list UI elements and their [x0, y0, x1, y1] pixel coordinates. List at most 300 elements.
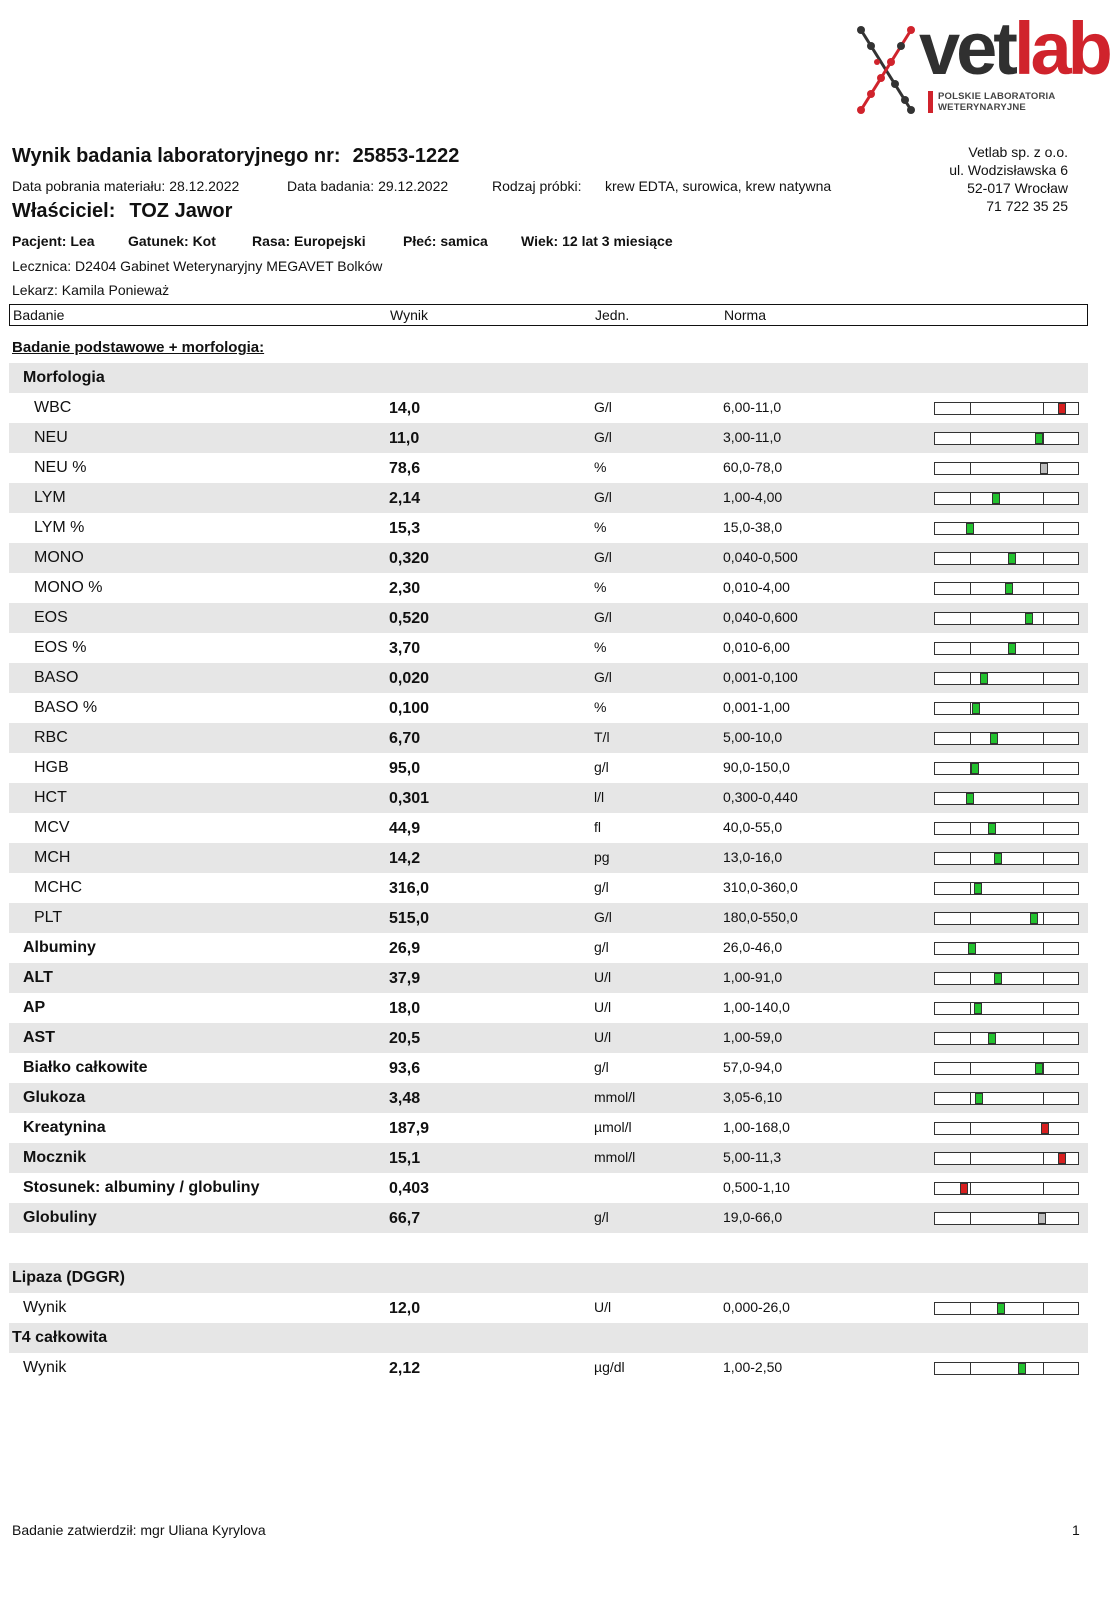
test-name: Glukoza [23, 1089, 86, 1106]
test-name: BASO [34, 669, 79, 686]
col-test: Badanie [13, 307, 65, 323]
test-norm: 1,00-2,50 [723, 1359, 783, 1375]
company-name: Vetlab sp. z o.o. [968, 144, 1068, 160]
test-name: HGB [34, 759, 69, 776]
test-unit: g/l [594, 1209, 609, 1225]
test-name: Lipaza (DGGR) [12, 1269, 125, 1286]
range-gauge [934, 1122, 1079, 1135]
test-name: LYM % [34, 519, 85, 536]
test-norm: 0,500-1,10 [723, 1179, 790, 1195]
gauge-high-tick [1043, 1003, 1044, 1014]
table-row [9, 723, 1088, 753]
test-unit: fl [594, 819, 601, 835]
test-norm: 5,00-11,3 [723, 1149, 782, 1165]
test-norm: 40,0-55,0 [723, 819, 783, 835]
gauge-low-tick [970, 853, 971, 864]
test-unit: G/l [594, 489, 612, 505]
gauge-marker [1025, 613, 1033, 624]
test-name: T4 całkowita [12, 1329, 108, 1346]
gauge-marker [971, 763, 979, 774]
table-row [9, 543, 1088, 573]
test-unit: U/l [594, 999, 612, 1015]
range-gauge [934, 492, 1079, 505]
range-gauge [934, 402, 1079, 415]
gauge-low-tick [970, 1153, 971, 1164]
test-result: 20,5 [389, 1030, 421, 1047]
test-name: RBC [34, 729, 68, 746]
test-result: 3,70 [389, 640, 421, 657]
test-unit: U/l [594, 1299, 612, 1315]
test-norm: 15,0-38,0 [723, 519, 783, 535]
test-norm: 1,00-91,0 [723, 969, 783, 985]
test-result: 316,0 [389, 880, 430, 897]
patient-species: Gatunek: Kot [128, 233, 216, 249]
gauge-low-tick [970, 1003, 971, 1014]
table-row [9, 1203, 1088, 1233]
gauge-low-tick [970, 613, 971, 624]
test-result: 0,320 [389, 550, 430, 567]
col-norm: Norma [724, 307, 767, 323]
gauge-high-tick [1043, 523, 1044, 534]
gauge-marker [980, 673, 988, 684]
gauge-low-tick [970, 583, 971, 594]
collect-date: Data pobrania materiału: 28.12.2022 [12, 178, 240, 194]
table-row [9, 993, 1088, 1023]
range-gauge [934, 612, 1079, 625]
test-unit: pg [594, 849, 610, 865]
test-result: 93,6 [389, 1060, 421, 1077]
table-row [9, 843, 1088, 873]
range-gauge [934, 1302, 1079, 1315]
patient-sex: Płeć: samica [403, 233, 488, 249]
table-row [9, 1023, 1088, 1053]
gauge-marker [1035, 433, 1043, 444]
test-result: 15,1 [389, 1150, 421, 1167]
gauge-low-tick [970, 973, 971, 984]
test-norm: 0,001-0,100 [723, 669, 798, 685]
test-result: 14,2 [389, 850, 421, 867]
test-unit: G/l [594, 669, 612, 685]
sample-type-label: Rodzaj próbki: [492, 178, 582, 194]
company-city: 52-017 Wrocław [967, 180, 1068, 196]
gauge-high-tick [1043, 673, 1044, 684]
test-unit: G/l [594, 549, 612, 565]
owner: Właściciel: TOZ Jawor [12, 200, 233, 222]
table-row [9, 903, 1088, 933]
range-gauge [934, 972, 1079, 985]
table-row [9, 603, 1088, 633]
test-name: MCHC [34, 879, 82, 896]
logo-wordmark: vetlab [919, 7, 1109, 90]
range-gauge [934, 882, 1079, 895]
gauge-low-tick [970, 883, 971, 894]
test-name: ALT [23, 969, 53, 986]
test-result: 44,9 [389, 820, 421, 837]
test-result: 2,14 [389, 490, 421, 507]
test-name: NEU % [34, 459, 87, 476]
range-gauge [934, 1212, 1079, 1225]
test-norm: 1,00-59,0 [723, 1029, 783, 1045]
gauge-high-tick [1043, 1093, 1044, 1104]
test-name: Wynik [23, 1359, 67, 1376]
gauge-high-tick [1043, 1183, 1044, 1194]
sample-type-value: krew EDTA, surowica, krew natywna [605, 178, 832, 194]
gauge-high-tick [1043, 763, 1044, 774]
test-unit: mmol/l [594, 1089, 636, 1105]
range-gauge [934, 462, 1079, 475]
table-row [9, 1233, 1088, 1263]
patient-breed: Rasa: Europejski [252, 233, 366, 249]
group-row [9, 363, 1088, 393]
test-result: 26,9 [389, 940, 421, 957]
report-number: 25853-1222 [352, 145, 460, 167]
gauge-high-tick [1043, 853, 1044, 864]
test-unit: % [594, 519, 607, 535]
range-gauge [934, 582, 1079, 595]
range-gauge [934, 552, 1079, 565]
test-norm: 90,0-150,0 [723, 759, 790, 775]
table-row [9, 513, 1088, 543]
gauge-high-tick [1043, 613, 1044, 624]
range-gauge [934, 1362, 1079, 1375]
table-row [9, 753, 1088, 783]
test-norm: 5,00-10,0 [723, 729, 783, 745]
test-result: 15,3 [389, 520, 421, 537]
gauge-low-tick [970, 463, 971, 474]
gauge-low-tick [970, 1033, 971, 1044]
test-norm: 310,0-360,0 [723, 879, 798, 895]
test-norm: 0,040-0,500 [723, 549, 798, 565]
patient-age: Wiek: 12 lat 3 miesiące [521, 233, 673, 249]
page-number: 1 [1072, 1522, 1080, 1538]
test-norm: 0,010-4,00 [723, 579, 790, 595]
gauge-high-tick [1043, 643, 1044, 654]
range-gauge [934, 1182, 1079, 1195]
test-norm: 0,010-6,00 [723, 639, 790, 655]
gauge-high-tick [1043, 583, 1044, 594]
test-result: 515,0 [389, 910, 430, 927]
test-norm: 0,000-26,0 [723, 1299, 790, 1315]
test-name: Białko całkowite [23, 1059, 148, 1076]
test-name: EOS % [34, 639, 87, 656]
test-result: 3,48 [389, 1090, 421, 1107]
gauge-high-tick [1043, 1033, 1044, 1044]
table-row [9, 1083, 1088, 1113]
gauge-low-tick [970, 493, 971, 504]
range-gauge [934, 762, 1079, 775]
gauge-low-tick [970, 403, 971, 414]
range-gauge [934, 912, 1079, 925]
gauge-low-tick [970, 733, 971, 744]
test-norm: 180,0-550,0 [723, 909, 798, 925]
range-gauge [934, 672, 1079, 685]
test-unit: g/l [594, 879, 609, 895]
test-name: NEU [34, 429, 68, 446]
table-row [9, 813, 1088, 843]
gauge-low-tick [970, 913, 971, 924]
range-gauge [934, 1002, 1079, 1015]
test-result: 12,0 [389, 1300, 421, 1317]
test-norm: 0,001-1,00 [723, 699, 790, 715]
range-gauge [934, 522, 1079, 535]
test-unit: U/l [594, 969, 612, 985]
clinic: Lecznica: D2404 Gabinet Weterynaryjny MEGAVET Bolków [12, 258, 383, 274]
gauge-low-tick [970, 1063, 971, 1074]
gauge-marker [992, 493, 1000, 504]
test-norm: 57,0-94,0 [723, 1059, 783, 1075]
gauge-high-tick [1043, 733, 1044, 744]
gauge-marker [1018, 1363, 1026, 1374]
table-row [9, 1293, 1088, 1323]
test-norm: 6,00-11,0 [723, 399, 782, 415]
gauge-marker [1030, 913, 1038, 924]
test-result: 11,0 [389, 430, 420, 447]
test-unit: G/l [594, 429, 612, 445]
test-norm: 3,00-11,0 [723, 429, 782, 445]
table-row [9, 1143, 1088, 1173]
test-norm: 1,00-4,00 [723, 489, 783, 505]
range-gauge [934, 942, 1079, 955]
gauge-marker [1041, 1123, 1049, 1134]
gauge-high-tick [1043, 973, 1044, 984]
range-gauge [934, 1032, 1079, 1045]
table-row [9, 663, 1088, 693]
test-name: PLT [34, 909, 63, 926]
gauge-low-tick [970, 703, 971, 714]
gauge-high-tick [1043, 703, 1044, 714]
doctor: Lekarz: Kamila Ponieważ [12, 282, 170, 298]
test-name: WBC [34, 399, 72, 416]
test-result: 0,020 [389, 670, 430, 687]
test-name: Kreatynina [23, 1119, 106, 1136]
table-row [9, 933, 1088, 963]
gauge-marker [997, 1303, 1005, 1314]
test-name: Globuliny [23, 1209, 97, 1226]
gauge-low-tick [970, 1303, 971, 1314]
gauge-high-tick [1043, 883, 1044, 894]
table-header [9, 304, 1088, 326]
test-name: BASO % [34, 699, 98, 716]
table-row [9, 1113, 1088, 1143]
gauge-high-tick [1043, 1063, 1044, 1074]
gauge-marker [974, 883, 982, 894]
group-row [9, 1263, 1088, 1293]
approved-by: Badanie zatwierdził: mgr Uliana Kyrylova [12, 1522, 266, 1538]
test-unit: % [594, 639, 607, 655]
gauge-low-tick [970, 1213, 971, 1224]
test-norm: 3,05-6,10 [723, 1089, 783, 1105]
test-norm: 0,300-0,440 [723, 789, 798, 805]
group-row [9, 1323, 1088, 1353]
gauge-low-tick [970, 553, 971, 564]
test-unit: U/l [594, 1029, 612, 1045]
test-unit: G/l [594, 909, 612, 925]
table-row [9, 393, 1088, 423]
company-phone: 71 722 35 25 [986, 198, 1068, 214]
gauge-marker [994, 973, 1002, 984]
test-result: 187,9 [389, 1120, 430, 1137]
gauge-low-tick [970, 433, 971, 444]
range-gauge [934, 432, 1079, 445]
gauge-low-tick [970, 1123, 971, 1134]
test-name: Stosunek: albuminy / globuliny [23, 1179, 260, 1196]
test-name: Mocznik [23, 1149, 87, 1166]
test-norm: 1,00-168,0 [723, 1119, 790, 1135]
gauge-high-tick [1043, 1153, 1044, 1164]
table-row [9, 783, 1088, 813]
gauge-marker [988, 1033, 996, 1044]
gauge-marker [968, 943, 976, 954]
gauge-high-tick [1043, 493, 1044, 504]
gauge-marker [966, 523, 974, 534]
test-name: EOS [34, 609, 68, 626]
gauge-marker [966, 793, 974, 804]
test-norm: 0,040-0,600 [723, 609, 798, 625]
test-name: LYM [34, 489, 66, 506]
test-name: MCV [34, 819, 70, 836]
company-street: ul. Wodzisławska 6 [949, 162, 1068, 178]
table-row [9, 1053, 1088, 1083]
test-result: 0,520 [389, 610, 430, 627]
gauge-marker [1008, 643, 1016, 654]
range-gauge [934, 1092, 1079, 1105]
gauge-high-tick [1043, 823, 1044, 834]
gauge-low-tick [970, 1183, 971, 1194]
section-title: Badanie podstawowe + morfologia: [12, 339, 265, 356]
test-result: 14,0 [389, 400, 421, 417]
test-result: 66,7 [389, 1210, 421, 1227]
logo-subtitle: POLSKIE LABORATORIA WETERYNARYJNE [938, 91, 1056, 113]
range-gauge [934, 792, 1079, 805]
table-row [9, 1353, 1088, 1383]
test-result: 2,12 [389, 1360, 421, 1377]
gauge-low-tick [970, 823, 971, 834]
gauge-high-tick [1043, 793, 1044, 804]
gauge-marker [988, 823, 996, 834]
table-row [9, 423, 1088, 453]
range-gauge [934, 1062, 1079, 1075]
range-gauge [934, 822, 1079, 835]
table-row [9, 963, 1088, 993]
table-row [9, 633, 1088, 663]
exam-date: Data badania: 29.12.2022 [287, 178, 449, 194]
test-unit: g/l [594, 759, 609, 775]
test-norm: 60,0-78,0 [723, 459, 783, 475]
company-info [949, 143, 1068, 215]
range-gauge [934, 642, 1079, 655]
test-norm: 1,00-140,0 [723, 999, 790, 1015]
gauge-high-tick [1043, 1363, 1044, 1374]
test-name: Morfologia [23, 369, 105, 386]
table-row [9, 573, 1088, 603]
report-title: Wynik badania laboratoryjnego nr: 25853-1222 [12, 145, 460, 167]
test-unit: l/l [594, 789, 605, 805]
test-norm: 13,0-16,0 [723, 849, 783, 865]
test-result: 37,9 [389, 970, 421, 987]
test-name: HCT [34, 789, 67, 806]
test-unit: g/l [594, 1059, 609, 1075]
col-result: Wynik [390, 307, 428, 323]
gauge-marker [1058, 403, 1066, 414]
test-unit: % [594, 699, 607, 715]
test-unit: % [594, 459, 607, 475]
test-unit: g/l [594, 939, 609, 955]
test-result: 18,0 [389, 1000, 421, 1017]
test-name: Albuminy [23, 939, 96, 956]
table-row [9, 693, 1088, 723]
gauge-marker [975, 1093, 983, 1104]
test-result: 78,6 [389, 460, 421, 477]
test-unit: G/l [594, 399, 612, 415]
test-unit: µmol/l [594, 1119, 632, 1135]
test-unit: G/l [594, 609, 612, 625]
gauge-marker [1035, 1063, 1043, 1074]
test-result: 95,0 [389, 760, 421, 777]
test-name: Wynik [23, 1299, 67, 1316]
test-name: MONO % [34, 579, 103, 596]
range-gauge [934, 732, 1079, 745]
gauge-marker [974, 1003, 982, 1014]
gauge-high-tick [1043, 1303, 1044, 1314]
test-unit: µg/dl [594, 1359, 625, 1375]
gauge-marker [1005, 583, 1013, 594]
gauge-marker [1008, 553, 1016, 564]
gauge-high-tick [1043, 913, 1044, 924]
gauge-marker [994, 853, 1002, 864]
range-gauge [934, 852, 1079, 865]
gauge-marker [1058, 1153, 1066, 1164]
range-gauge [934, 702, 1079, 715]
gauge-marker [1040, 463, 1048, 474]
table-row [9, 1173, 1088, 1203]
test-unit: mmol/l [594, 1149, 636, 1165]
test-unit: % [594, 579, 607, 595]
gauge-marker [972, 703, 980, 714]
range-gauge [934, 1152, 1079, 1165]
gauge-marker [990, 733, 998, 744]
test-result: 2,30 [389, 580, 421, 597]
test-name: AP [23, 999, 46, 1016]
test-name: MONO [34, 549, 84, 566]
table-row [9, 873, 1088, 903]
gauge-high-tick [1043, 943, 1044, 954]
vetlab-logo [855, 7, 1109, 117]
test-name: AST [23, 1029, 55, 1046]
patient-name: Pacjent: Lea [12, 233, 95, 249]
test-name: MCH [34, 849, 71, 866]
test-result: 0,403 [389, 1180, 430, 1197]
gauge-marker [960, 1183, 968, 1194]
gauge-high-tick [1043, 403, 1044, 414]
test-result: 6,70 [389, 730, 421, 747]
logo-bar [928, 91, 933, 113]
gauge-low-tick [970, 673, 971, 684]
gauge-high-tick [1043, 553, 1044, 564]
test-norm: 19,0-66,0 [723, 1209, 783, 1225]
table-row [9, 483, 1088, 513]
test-result: 0,100 [389, 700, 430, 717]
gauge-low-tick [970, 643, 971, 654]
table-row [9, 453, 1088, 483]
test-unit: T/l [594, 729, 610, 745]
gauge-marker [1038, 1213, 1046, 1224]
dna-helix-icon [855, 22, 925, 117]
test-result: 0,301 [389, 790, 430, 807]
test-norm: 26,0-46,0 [723, 939, 783, 955]
gauge-low-tick [970, 1363, 971, 1374]
col-unit: Jedn. [595, 307, 630, 323]
gauge-low-tick [970, 1093, 971, 1104]
